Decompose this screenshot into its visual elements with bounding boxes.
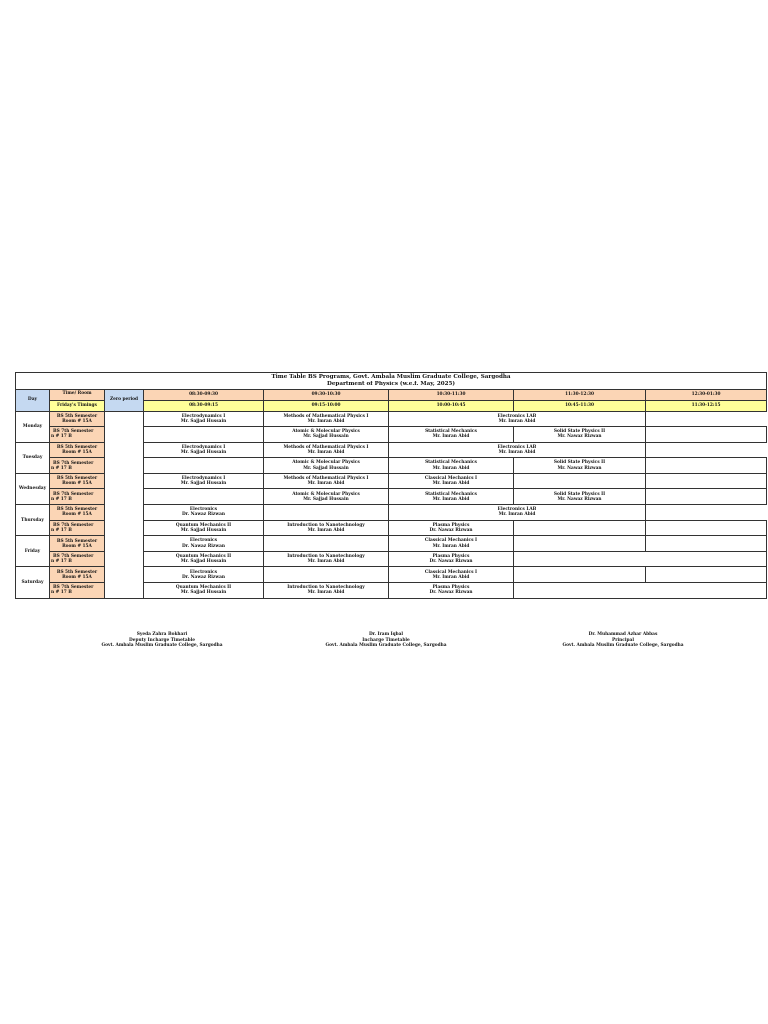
class-cell bbox=[389, 489, 514, 505]
teacher-name: Mr. Sajjad Hussain bbox=[180, 527, 227, 533]
class-cell bbox=[514, 567, 646, 583]
class-cell bbox=[514, 458, 646, 474]
teacher-name: Mr. Nawaz Rizwan bbox=[557, 496, 602, 502]
signature-2 bbox=[306, 632, 466, 649]
course-name: Statistical Mechanics bbox=[425, 460, 477, 466]
class-cell bbox=[646, 427, 767, 443]
timetable-sheet bbox=[15, 372, 766, 599]
teacher-name: Dr. Nawaz Rizwan bbox=[182, 512, 225, 518]
class-cell bbox=[514, 473, 646, 489]
course-name: Introduction to Nanotechnology bbox=[287, 585, 365, 591]
signature-1 bbox=[82, 632, 242, 649]
course-name: Plasma Physics bbox=[432, 522, 470, 528]
time-slot-header: 10:30-11:30 bbox=[389, 389, 514, 400]
room-label: n # 17 B bbox=[51, 527, 72, 533]
class-cell bbox=[264, 567, 389, 583]
semester-room-cell bbox=[50, 411, 105, 427]
teacher-name: Mr. Imran Abid bbox=[432, 481, 470, 487]
class-cell bbox=[646, 458, 767, 474]
teacher-name: Mr. Imran Abid bbox=[432, 465, 470, 471]
course-name: Electrodynamics I bbox=[181, 475, 226, 481]
course-name: Solid State Physics II bbox=[553, 460, 606, 466]
class-cell bbox=[646, 489, 767, 505]
friday-slot-header: 08:30-09:15 bbox=[144, 400, 264, 411]
course-name: Electronics LAB bbox=[497, 413, 537, 419]
room-label: n # 17 B bbox=[51, 590, 72, 596]
timetable-subtitle: Department of Physics (w.e.f. May, 2025) bbox=[16, 381, 767, 389]
course-name: Classical Mechanics I bbox=[424, 538, 478, 544]
semester-label: BS 7th Semester bbox=[53, 554, 94, 560]
class-cell bbox=[144, 567, 264, 583]
friday-slot-header: 10:45-11:30 bbox=[514, 400, 646, 411]
semester-room-cell bbox=[50, 442, 105, 458]
class-cell bbox=[144, 583, 264, 599]
class-cell bbox=[514, 520, 646, 536]
teacher-name: Mr. Sajjad Hussain bbox=[180, 418, 227, 424]
class-cell bbox=[264, 489, 389, 505]
class-cell bbox=[264, 551, 389, 567]
room-label: n # 17 B bbox=[51, 559, 72, 565]
course-name: Statistical Mechanics bbox=[425, 429, 477, 435]
class-cell bbox=[389, 536, 514, 552]
class-cell bbox=[514, 489, 646, 505]
room-label: Room # 15A bbox=[62, 449, 92, 455]
semester-label: BS 5th Semester bbox=[56, 413, 98, 419]
teacher-name: Mr. Sajjad Hussain bbox=[180, 449, 227, 455]
course-name: Atomic & Molecular Physics bbox=[292, 491, 360, 497]
class-cell bbox=[264, 473, 389, 489]
teacher-name: Mr. Sajjad Hussain bbox=[180, 559, 227, 565]
class-cell bbox=[389, 551, 514, 567]
semester-room-cell bbox=[50, 427, 105, 443]
semester-label: BS 7th Semester bbox=[53, 585, 94, 591]
semester-room-cell bbox=[50, 551, 105, 567]
class-cell bbox=[264, 520, 389, 536]
class-cell bbox=[264, 583, 389, 599]
friday-slot-header: 10:00-10:45 bbox=[389, 400, 514, 411]
semester-label: BS 7th Semester bbox=[53, 429, 94, 435]
day-label: Tuesday bbox=[16, 442, 50, 473]
teacher-name: Mr. Nawaz Rizwan bbox=[557, 465, 602, 471]
class-cell bbox=[144, 411, 264, 427]
class-cell bbox=[389, 567, 514, 583]
class-cell bbox=[264, 536, 389, 552]
fridays-timings-header: Friday's Timings bbox=[50, 400, 105, 411]
course-name: Plasma Physics bbox=[432, 585, 470, 591]
course-name: Electronics LAB bbox=[497, 507, 537, 513]
class-cell bbox=[389, 473, 514, 489]
teacher-name: Mr. Imran Abid bbox=[307, 559, 345, 565]
course-name: Atomic & Molecular Physics bbox=[292, 429, 360, 435]
class-cell bbox=[144, 536, 264, 552]
semester-label: BS 7th Semester bbox=[53, 491, 94, 497]
class-cell bbox=[264, 458, 389, 474]
class-cell bbox=[389, 520, 514, 536]
course-name: Solid State Physics II bbox=[553, 491, 606, 497]
course-name: Electrodynamics I bbox=[181, 413, 226, 419]
signature-3 bbox=[543, 632, 703, 649]
signature-org: Govt. Ambala Muslim Graduate College, Sargodha bbox=[101, 643, 223, 649]
day-header: Day bbox=[16, 389, 50, 411]
course-name: Atomic & Molecular Physics bbox=[292, 460, 360, 466]
day-label: Saturday bbox=[16, 567, 50, 598]
course-name: Electronics bbox=[189, 507, 218, 513]
course-name: Plasma Physics bbox=[432, 553, 470, 559]
teacher-name: Mr. Sajjad Hussain bbox=[303, 465, 349, 471]
semester-label: BS 5th Semester bbox=[56, 507, 98, 513]
teacher-name: Mr. Sajjad Hussain bbox=[180, 590, 227, 596]
room-label: Room # 15A bbox=[62, 512, 92, 518]
course-name: Electrodynamics I bbox=[181, 444, 226, 450]
course-name: Classical Mechanics I bbox=[424, 569, 478, 575]
class-cell bbox=[144, 427, 264, 443]
class-cell bbox=[264, 505, 389, 521]
teacher-name: Mr. Imran Abid bbox=[307, 418, 345, 424]
class-cell bbox=[389, 411, 646, 427]
time-slot-header: 12:30-01:30 bbox=[646, 389, 767, 400]
zero-period-header: Zero period bbox=[105, 389, 144, 411]
teacher-name: Dr. Nawaz Rizwan bbox=[429, 527, 473, 533]
course-name: Electronics bbox=[189, 569, 218, 575]
room-label: Room # 15A bbox=[62, 481, 92, 487]
semester-label: BS 7th Semester bbox=[53, 460, 94, 466]
course-name: Introduction to Nanotechnology bbox=[287, 522, 365, 528]
class-cell bbox=[514, 551, 767, 567]
signature-org: Govt. Ambala Muslim Graduate College, Sargodha bbox=[325, 643, 447, 649]
signature-block bbox=[0, 632, 768, 662]
teacher-name: Mr. Imran Abid bbox=[432, 574, 470, 580]
time-slot-header: 09:30-10:30 bbox=[264, 389, 389, 400]
semester-room-cell bbox=[50, 536, 105, 552]
day-label: Thursday bbox=[16, 505, 50, 536]
teacher-name: Mr. Imran Abid bbox=[498, 512, 536, 518]
class-cell bbox=[514, 583, 767, 599]
class-cell bbox=[144, 442, 264, 458]
course-name: Quantum Mechanics II bbox=[175, 553, 232, 559]
semester-room-cell bbox=[50, 458, 105, 474]
class-cell bbox=[389, 583, 514, 599]
room-label: n # 17 B bbox=[51, 434, 72, 440]
class-cell bbox=[646, 473, 767, 489]
day-label: Monday bbox=[16, 411, 50, 442]
room-label: Room # 15A bbox=[62, 574, 92, 580]
class-cell bbox=[144, 473, 264, 489]
room-label: Room # 15A bbox=[62, 418, 92, 424]
class-cell bbox=[646, 520, 767, 536]
class-cell bbox=[264, 442, 389, 458]
semester-room-cell bbox=[50, 520, 105, 536]
teacher-name: Mr. Sajjad Hussain bbox=[303, 434, 349, 440]
teacher-name: Mr. Sajjad Hussain bbox=[303, 496, 349, 502]
teacher-name: Mr. Imran Abid bbox=[432, 434, 470, 440]
time-slot-header: 08:30-09:30 bbox=[144, 389, 264, 400]
class-cell bbox=[144, 489, 264, 505]
teacher-name: Mr. Imran Abid bbox=[307, 449, 345, 455]
time-slot-header: 11:30-12:30 bbox=[514, 389, 646, 400]
class-cell bbox=[264, 411, 389, 427]
timetable-title: Time Table BS Programs, Govt. Ambala Muslim Graduate College, Sargodha bbox=[16, 373, 767, 382]
class-cell bbox=[264, 427, 389, 443]
teacher-name: Mr. Imran Abid bbox=[432, 496, 470, 502]
semester-label: BS 5th Semester bbox=[56, 569, 98, 575]
semester-label: BS 5th Semester bbox=[56, 444, 98, 450]
teacher-name: Mr. Nawaz Rizwan bbox=[557, 434, 602, 440]
class-cell bbox=[144, 458, 264, 474]
semester-label: BS 5th Semester bbox=[56, 538, 98, 544]
signature-role: Principal bbox=[612, 637, 634, 643]
friday-slot-header: 11:30-12:15 bbox=[646, 400, 767, 411]
class-cell bbox=[144, 505, 264, 521]
class-cell bbox=[389, 505, 646, 521]
teacher-name: Dr. Nawaz Rizwan bbox=[429, 590, 473, 596]
room-label: Room # 15A bbox=[62, 543, 92, 549]
signature-name: Dr. Iram Iqbal bbox=[368, 632, 404, 637]
teacher-name: Dr. Nawaz Rizwan bbox=[182, 574, 225, 580]
signature-name: Syeda Zahra Bokhari bbox=[136, 632, 188, 637]
class-cell bbox=[514, 427, 646, 443]
course-name: Quantum Mechanics II bbox=[175, 522, 232, 528]
day-label: Wednesday bbox=[16, 473, 50, 504]
teacher-name: Mr. Sajjad Hussain bbox=[180, 481, 227, 487]
semester-room-cell bbox=[50, 473, 105, 489]
teacher-name: Mr. Imran Abid bbox=[307, 527, 345, 533]
signature-role: Deputy Incharge Timetable bbox=[129, 637, 195, 643]
semester-room-cell bbox=[50, 505, 105, 521]
teacher-name: Mr. Imran Abid bbox=[307, 481, 345, 487]
course-name: Methods of Mathematical Physics I bbox=[283, 444, 369, 450]
signature-org: Govt. Ambala Muslim Graduate College, Sargodha bbox=[562, 643, 684, 649]
teacher-name: Mr. Imran Abid bbox=[307, 590, 345, 596]
course-name: Statistical Mechanics bbox=[425, 491, 477, 497]
semester-label: BS 7th Semester bbox=[53, 522, 94, 528]
course-name: Classical Mechanics I bbox=[424, 475, 478, 481]
teacher-name: Dr. Nawaz Rizwan bbox=[182, 543, 225, 549]
semester-room-cell bbox=[50, 567, 105, 583]
class-cell bbox=[389, 427, 514, 443]
friday-slot-header: 09:15-10:00 bbox=[264, 400, 389, 411]
room-label: n # 17 B bbox=[51, 465, 72, 471]
teacher-name: Dr. Nawaz Rizwan bbox=[429, 559, 473, 565]
class-cell bbox=[144, 551, 264, 567]
class-cell bbox=[514, 536, 646, 552]
course-name: Electronics bbox=[189, 538, 218, 544]
class-cell bbox=[646, 536, 767, 552]
semester-room-cell bbox=[50, 583, 105, 599]
class-cell bbox=[646, 567, 767, 583]
course-name: Methods of Mathematical Physics I bbox=[283, 475, 369, 481]
time-room-header: Time/ Room bbox=[50, 389, 105, 400]
course-name: Quantum Mechanics II bbox=[175, 585, 232, 591]
teacher-name: Mr. Imran Abid bbox=[432, 543, 470, 549]
semester-label: BS 5th Semester bbox=[56, 476, 98, 482]
class-cell bbox=[144, 520, 264, 536]
course-name: Electronics LAB bbox=[497, 444, 537, 450]
signature-role: Incharge Timetable bbox=[362, 637, 410, 643]
course-name: Solid State Physics II bbox=[553, 429, 606, 435]
course-name: Methods of Mathematical Physics I bbox=[283, 413, 369, 419]
class-cell bbox=[389, 442, 646, 458]
signature-name: Dr. Muhammad Azhar Abbas bbox=[588, 632, 658, 637]
semester-room-cell bbox=[50, 489, 105, 505]
class-cell bbox=[389, 458, 514, 474]
course-name: Introduction to Nanotechnology bbox=[287, 553, 365, 559]
room-label: n # 17 B bbox=[51, 496, 72, 502]
teacher-name: Mr. Imran Abid bbox=[498, 418, 536, 424]
day-label: Friday bbox=[16, 536, 50, 567]
teacher-name: Mr. Imran Abid bbox=[498, 449, 536, 455]
zero-period-cell bbox=[105, 411, 144, 598]
table-row bbox=[16, 411, 767, 427]
timetable bbox=[15, 372, 767, 599]
